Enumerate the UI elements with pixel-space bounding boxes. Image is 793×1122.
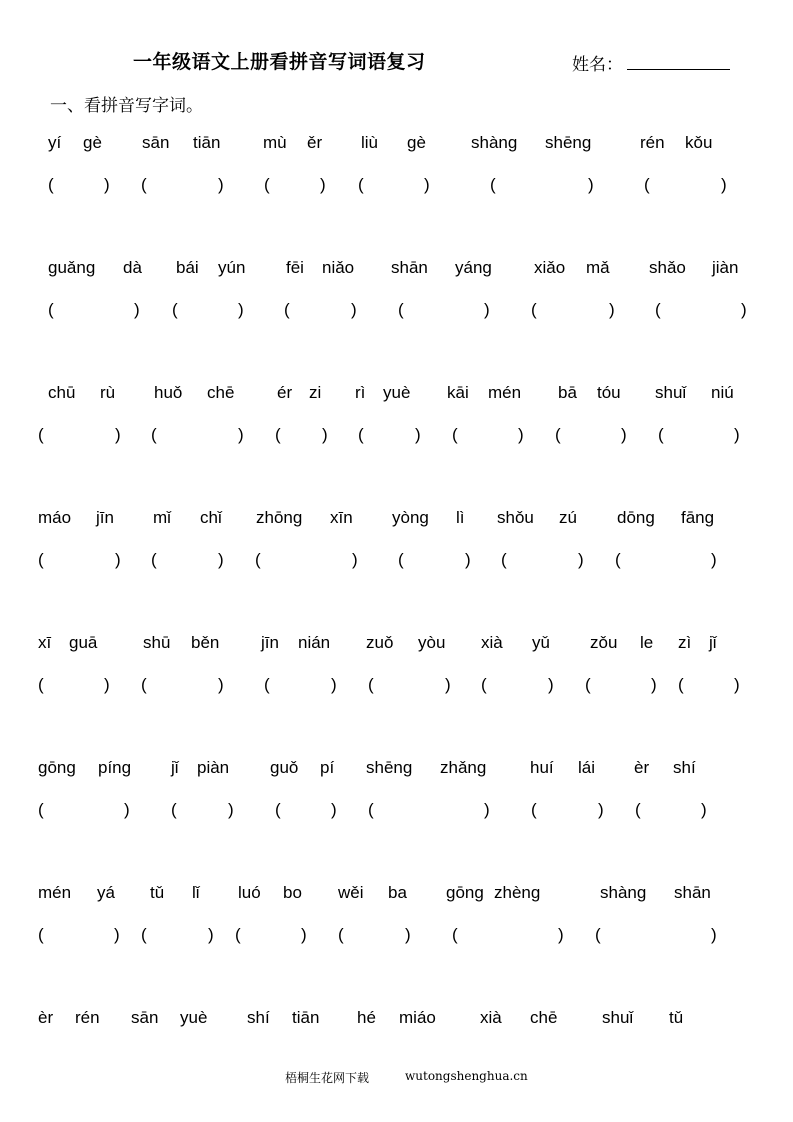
answer-blank-open-paren: ( [358, 175, 364, 194]
pinyin-syllable: shū [143, 633, 171, 652]
pinyin-syllable: liù [361, 133, 379, 152]
pinyin-syllable: yuè [383, 383, 411, 402]
answer-blank-close-paren: ) [238, 425, 244, 444]
answer-blank-close-paren: ) [104, 675, 110, 694]
answer-blank-close-paren: ) [609, 300, 615, 319]
pinyin-syllable: rì [355, 383, 366, 402]
answer-blank-close-paren: ) [711, 550, 717, 569]
answer-blank-open-paren: ( [38, 925, 44, 944]
answer-blank-close-paren: ) [218, 550, 224, 569]
answer-blank-close-paren: ) [734, 675, 740, 694]
pinyin-syllable: zhèng [494, 883, 541, 902]
pinyin-syllable: fēi [286, 258, 304, 277]
answer-blank-open-paren: ( [38, 425, 44, 444]
pinyin-syllable: piàn [197, 758, 230, 777]
answer-blank-close-paren: ) [351, 300, 357, 319]
answer-blank-open-paren: ( [398, 300, 404, 319]
pinyin-syllable: yǔ [532, 633, 550, 652]
pinyin-syllable: xī [38, 633, 52, 652]
pinyin-syllable: shēng [545, 133, 592, 152]
answer-blank-open-paren: ( [235, 925, 241, 944]
answer-blank-open-paren: ( [368, 800, 374, 819]
pinyin-syllable: zhǎng [440, 758, 487, 777]
pinyin-syllable: chū [48, 383, 76, 402]
answer-blank-close-paren: ) [115, 425, 121, 444]
pinyin-syllable: guā [69, 633, 98, 652]
pinyin-syllable: ér [277, 383, 293, 402]
answer-blank-close-paren: ) [228, 800, 234, 819]
pinyin-syllable: ba [388, 883, 407, 902]
answer-blank-close-paren: ) [651, 675, 657, 694]
answer-blank-open-paren: ( [615, 550, 621, 569]
answer-blank-open-paren: ( [38, 550, 44, 569]
answer-blank-open-paren: ( [635, 800, 641, 819]
answer-blank-open-paren: ( [264, 175, 270, 194]
pinyin-syllable: shí [673, 758, 696, 777]
pinyin-syllable: huǒ [154, 383, 183, 402]
answer-blank-open-paren: ( [141, 675, 147, 694]
answer-blank-close-paren: ) [578, 550, 584, 569]
footer-site-url: wutongshenghua.cn [405, 1069, 528, 1083]
pinyin-syllable: nián [298, 633, 331, 652]
pinyin-syllable: zhōng [256, 508, 303, 527]
pinyin-syllable: niú [711, 383, 734, 402]
pinyin-syllable: gōng [38, 758, 76, 777]
answer-blank-close-paren: ) [721, 175, 727, 194]
answer-blank-close-paren: ) [114, 925, 120, 944]
answer-blank-open-paren: ( [141, 175, 147, 194]
pinyin-syllable: hé [357, 1008, 376, 1027]
pinyin-syllable: lái [578, 758, 596, 777]
answer-blank-close-paren: ) [711, 925, 717, 944]
answer-blank-open-paren: ( [452, 925, 458, 944]
answer-blank-open-paren: ( [555, 425, 561, 444]
pinyin-syllable: shí [247, 1008, 270, 1027]
pinyin-syllable: yuè [180, 1008, 208, 1027]
pinyin-syllable: píng [98, 758, 132, 777]
pinyin-syllable: èr [634, 758, 650, 777]
answer-blank-close-paren: ) [741, 300, 747, 319]
section-heading: 一、看拼音写字词。 [50, 96, 203, 116]
pinyin-syllable: chǐ [200, 508, 222, 527]
answer-blank-open-paren: ( [264, 675, 270, 694]
pinyin-syllable: shǎo [649, 258, 686, 277]
pinyin-syllable: tǔ [150, 883, 165, 902]
name-label: 姓名： [572, 55, 623, 75]
pinyin-syllable: niǎo [322, 258, 355, 277]
pinyin-syllable: zì [678, 633, 692, 652]
pinyin-syllable: gè [83, 133, 102, 152]
pinyin-syllable: běn [191, 633, 220, 652]
answer-blank-close-paren: ) [218, 675, 224, 694]
answer-blank-close-paren: ) [445, 675, 451, 694]
answer-blank-open-paren: ( [284, 300, 290, 319]
answer-blank-close-paren: ) [134, 300, 140, 319]
pinyin-syllable: shuǐ [602, 1008, 634, 1027]
answer-blank-open-paren: ( [275, 800, 281, 819]
pinyin-syllable: shuǐ [655, 383, 687, 402]
pinyin-syllable: gè [407, 133, 426, 152]
answer-blank-close-paren: ) [734, 425, 740, 444]
answer-blank-open-paren: ( [481, 675, 487, 694]
answer-blank-open-paren: ( [48, 300, 54, 319]
answer-blank-open-paren: ( [275, 425, 281, 444]
pinyin-syllable: tiān [193, 133, 221, 152]
pinyin-syllable: dà [123, 258, 142, 277]
answer-blank-open-paren: ( [255, 550, 261, 569]
pinyin-syllable: mǐ [153, 508, 171, 527]
pinyin-syllable: lǐ [192, 883, 200, 902]
answer-blank-open-paren: ( [452, 425, 458, 444]
pinyin-syllable: tóu [597, 383, 621, 402]
answer-blank-open-paren: ( [171, 800, 177, 819]
answer-blank-close-paren: ) [621, 425, 627, 444]
answer-blank-close-paren: ) [238, 300, 244, 319]
pinyin-syllable: yòu [418, 633, 446, 652]
answer-blank-close-paren: ) [104, 175, 110, 194]
pinyin-syllable: jǐ [709, 633, 717, 652]
answer-blank-close-paren: ) [465, 550, 471, 569]
answer-blank-close-paren: ) [124, 800, 130, 819]
pinyin-syllable: rén [75, 1008, 100, 1027]
pinyin-syllable: le [640, 633, 654, 652]
pinyin-syllable: yòng [392, 508, 429, 527]
pinyin-syllable: shān [674, 883, 711, 902]
answer-blank-open-paren: ( [531, 800, 537, 819]
pinyin-syllable: yún [218, 258, 246, 277]
pinyin-syllable: zuǒ [366, 633, 394, 652]
answer-blank-close-paren: ) [701, 800, 707, 819]
pinyin-syllable: bái [176, 258, 199, 277]
answer-blank-close-paren: ) [322, 425, 328, 444]
answer-blank-close-paren: ) [415, 425, 421, 444]
pinyin-syllable: ěr [307, 133, 323, 152]
pinyin-syllable: gōng [446, 883, 484, 902]
answer-blank-close-paren: ) [352, 550, 358, 569]
pinyin-syllable: guǎng [48, 258, 96, 277]
answer-blank-open-paren: ( [172, 300, 178, 319]
pinyin-syllable: yáng [455, 258, 492, 277]
answer-blank-open-paren: ( [368, 675, 374, 694]
answer-blank-open-paren: ( [658, 425, 664, 444]
pinyin-syllable: tiān [292, 1008, 320, 1027]
answer-blank-open-paren: ( [48, 175, 54, 194]
answer-blank-open-paren: ( [655, 300, 661, 319]
pinyin-syllable: shān [391, 258, 428, 277]
pinyin-syllable: pí [320, 758, 335, 777]
pinyin-syllable: rén [640, 133, 665, 152]
pinyin-syllable: bo [283, 883, 302, 902]
pinyin-syllable: guǒ [270, 758, 299, 777]
pinyin-syllable: rù [100, 383, 116, 402]
answer-blank-close-paren: ) [208, 925, 214, 944]
pinyin-syllable: máo [38, 508, 72, 527]
pinyin-syllable: jiàn [712, 258, 739, 277]
answer-blank-close-paren: ) [405, 925, 411, 944]
footer-site-name: 梧桐生花网下载 [285, 1071, 370, 1085]
pinyin-syllable: mù [263, 133, 287, 152]
pinyin-syllable: mǎ [586, 258, 610, 277]
answer-blank-open-paren: ( [358, 425, 364, 444]
answer-blank-open-paren: ( [531, 300, 537, 319]
pinyin-syllable: zǒu [590, 633, 618, 652]
pinyin-syllable: sān [131, 1008, 159, 1027]
pinyin-syllable: èr [38, 1008, 54, 1027]
pinyin-syllable: jǐ [171, 758, 179, 777]
pinyin-syllable: shàng [600, 883, 647, 902]
name-blank-line[interactable] [627, 69, 730, 70]
pinyin-syllable: dōng [617, 508, 655, 527]
pinyin-syllable: luó [238, 883, 261, 902]
pinyin-syllable: shǒu [497, 508, 534, 527]
pinyin-syllable: mén [38, 883, 72, 902]
answer-blank-close-paren: ) [548, 675, 554, 694]
pinyin-syllable: chē [207, 383, 235, 402]
pinyin-syllable: zú [559, 508, 577, 527]
answer-blank-close-paren: ) [115, 550, 121, 569]
pinyin-syllable: tǔ [669, 1008, 684, 1027]
answer-blank-close-paren: ) [558, 925, 564, 944]
pinyin-syllable: kāi [447, 383, 469, 402]
pinyin-syllable: shàng [471, 133, 518, 152]
answer-blank-open-paren: ( [151, 425, 157, 444]
pinyin-syllable: huí [530, 758, 554, 777]
answer-blank-open-paren: ( [151, 550, 157, 569]
pinyin-syllable: jīn [261, 633, 279, 652]
answer-blank-close-paren: ) [598, 800, 604, 819]
pinyin-syllable: yí [48, 133, 62, 152]
page-title: 一年级语文上册看拼音写词语复习 [133, 51, 426, 73]
pinyin-syllable: yá [97, 883, 115, 902]
pinyin-syllable: chē [530, 1008, 558, 1027]
answer-blank-open-paren: ( [585, 675, 591, 694]
pinyin-syllable: xià [480, 1008, 502, 1027]
pinyin-syllable: xīn [330, 508, 353, 527]
pinyin-syllable: xià [481, 633, 503, 652]
pinyin-syllable: fāng [681, 508, 715, 527]
answer-blank-open-paren: ( [38, 800, 44, 819]
answer-blank-close-paren: ) [331, 800, 337, 819]
answer-blank-close-paren: ) [484, 800, 490, 819]
answer-blank-open-paren: ( [398, 550, 404, 569]
pinyin-syllable: bā [558, 383, 577, 402]
answer-blank-close-paren: ) [588, 175, 594, 194]
answer-blank-open-paren: ( [141, 925, 147, 944]
answer-blank-open-paren: ( [501, 550, 507, 569]
pinyin-syllable: wěi [338, 883, 364, 902]
answer-blank-close-paren: ) [218, 175, 224, 194]
answer-blank-close-paren: ) [424, 175, 430, 194]
pinyin-syllable: jīn [96, 508, 114, 527]
pinyin-syllable: zi [309, 383, 322, 402]
answer-blank-close-paren: ) [301, 925, 307, 944]
pinyin-syllable: kǒu [685, 133, 713, 152]
pinyin-syllable: sān [142, 133, 170, 152]
answer-blank-close-paren: ) [484, 300, 490, 319]
pinyin-syllable: xiǎo [534, 258, 566, 277]
pinyin-syllable: shēng [366, 758, 413, 777]
pinyin-syllable: miáo [399, 1008, 436, 1027]
pinyin-syllable: mén [488, 383, 522, 402]
answer-blank-close-paren: ) [518, 425, 524, 444]
answer-blank-open-paren: ( [38, 675, 44, 694]
answer-blank-open-paren: ( [595, 925, 601, 944]
answer-blank-open-paren: ( [338, 925, 344, 944]
pinyin-syllable: lì [456, 508, 465, 527]
answer-blank-open-paren: ( [490, 175, 496, 194]
answer-blank-open-paren: ( [678, 675, 684, 694]
answer-blank-close-paren: ) [320, 175, 326, 194]
answer-blank-open-paren: ( [644, 175, 650, 194]
answer-blank-close-paren: ) [331, 675, 337, 694]
